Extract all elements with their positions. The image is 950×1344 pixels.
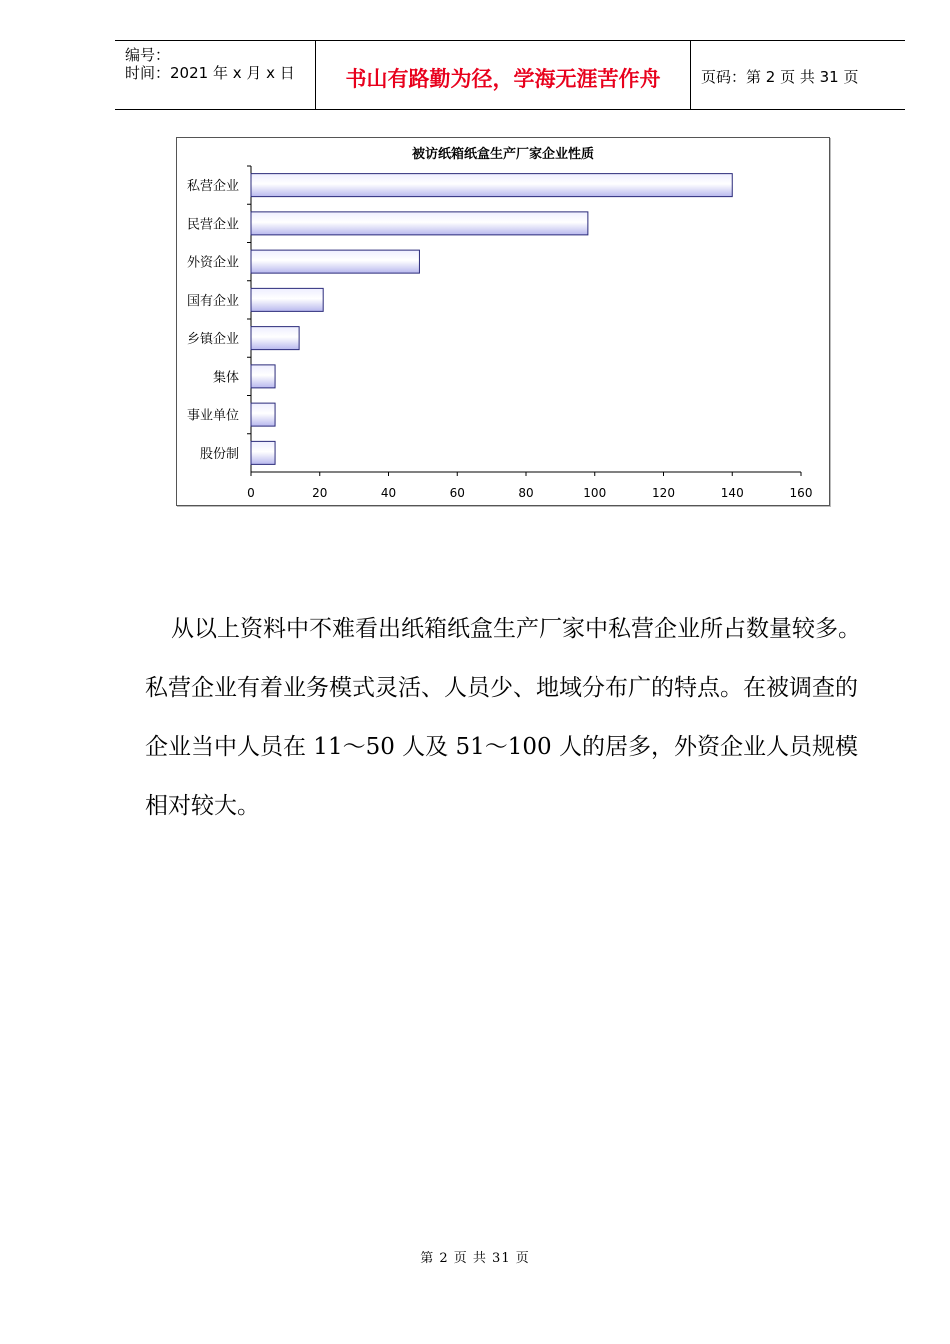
header-page-cell [691, 41, 905, 109]
x-tick-label: 0 [247, 486, 255, 500]
bar [251, 441, 275, 464]
y-tick-label: 国有企业 [186, 293, 239, 309]
body-paragraph: 从以上资料中不难看出纸箱纸盒生产厂家中私营企业所占数量较多。私营企业有着业务模式灵活、人员少、地域分布广的特点。在被调查的企业当中人员在 11～50 人及 51～100 人的居多，外资企业人员规模相对较大。 [145, 616, 861, 819]
x-tick-label: 140 [720, 486, 744, 500]
y-tick-label: 乡镇企业 [186, 332, 239, 348]
chart-svg [177, 138, 829, 505]
x-tick-label: 160 [789, 486, 813, 500]
bar [251, 212, 588, 235]
x-tick-label: 60 [449, 486, 465, 500]
document-time: 时间：2021 年 x 月 x 日 [125, 64, 295, 82]
x-tick-label: 20 [312, 486, 328, 500]
footer-page-number: 第 2 页 共 31 页 [420, 1251, 530, 1266]
chart-title: 被访纸箱纸盒生产厂家企业性质 [411, 147, 595, 162]
document-number: 编号： [125, 46, 171, 64]
x-tick-label: 100 [583, 486, 607, 500]
y-tick-label: 集体 [212, 370, 239, 386]
x-tick-label: 80 [518, 486, 534, 500]
bar [251, 403, 275, 426]
header-motto-cell [315, 41, 691, 109]
bar [251, 174, 732, 197]
header-page-number: 页码：第 2 页 共 31 页 [701, 68, 859, 86]
bar [251, 288, 323, 311]
bar [251, 250, 419, 273]
bar [251, 365, 275, 388]
bar-chart [176, 137, 830, 506]
x-tick-label: 120 [652, 486, 675, 500]
bar [251, 327, 299, 350]
y-tick-label: 股份制 [199, 446, 239, 462]
y-tick-label: 民营企业 [186, 217, 239, 233]
header-table [115, 40, 905, 110]
motto: 书山有路勤为径，学海无涯苦作舟 [345, 67, 661, 91]
x-tick-label: 40 [380, 486, 397, 500]
y-tick-label: 外资企业 [186, 255, 239, 271]
header-meta-cell [115, 41, 315, 109]
y-tick-label: 事业单位 [186, 408, 239, 424]
y-tick-label: 私营企业 [186, 179, 239, 195]
